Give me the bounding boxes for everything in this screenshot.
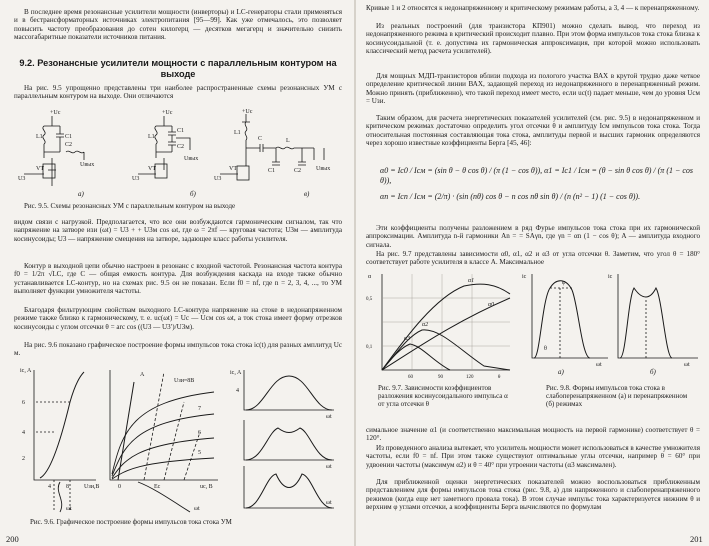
svg-text:Eс: Eс — [154, 484, 161, 490]
circuit-a — [18, 110, 94, 186]
svg-text:φ: φ — [562, 280, 566, 286]
svg-text:Uвых: Uвых — [316, 166, 331, 172]
svg-text:ωt: ωt — [326, 464, 332, 470]
svg-text:4: 4 — [236, 388, 239, 394]
curve-label: α1 — [468, 278, 475, 284]
paragraph: видом связи с нагрузкой. Предполагается, что все они возбуждаются гармоническим сигналом, так что напряжение на затворе изи (ωt) = U3 + + U3м cos ωt, где ω = 2πf — круговая частота; U3м — амплитуда косинусоиды; U3 — напряжение смещения на затворе, задающее класс работы усилителя. — [14, 218, 342, 243]
figure-9-8-caption: Рис. 9.8. Формы импульсов тока стока в слабоперенапряженном (а) и перенапряженном (б) режимах — [546, 384, 688, 408]
svg-text:ωt: ωt — [326, 500, 332, 506]
svg-text:Uзи,В: Uзи,В — [84, 484, 100, 490]
svg-text:θ: θ — [544, 346, 547, 352]
curve-label: α3 — [404, 336, 411, 342]
svg-text:2: 2 — [22, 456, 25, 462]
svg-text:ωt: ωt — [596, 362, 602, 368]
intro-paragraph: В последнее время резонансные усилители мощности (инверторы) и LC-генераторы стали применяться и в бестрансформаторных источниках электропитания [95—99]. Как уже отмечалось, это позволяет повысить частоту преобразования до сотен килогерц — десятков мегагерц и значительно снизить массогабаритные показатели источников питания. — [14, 8, 342, 41]
paragraph: Для мощных МДП-транзисторов вблизи подхода из пологого участка ВАХ в крутой трудно даже четкое определение критической линии ВАХ, задающей переход из недонапряженного в перенапряженный режим. Можно принять (приближенно), что такой переход имеет место, если uс(t) падает меньше, чем до уровня Uсм = Uзи. — [366, 72, 700, 105]
svg-text:ωt: ωt — [66, 506, 72, 512]
svg-text:U3: U3 — [214, 176, 222, 182]
figure-9-8-pulse-shapes — [522, 270, 702, 380]
svg-text:6: 6 — [22, 400, 25, 406]
svg-text:C1: C1 — [268, 168, 276, 174]
svg-text:VT: VT — [229, 166, 237, 172]
paragraph: Из реальных построений (для транзистора КП901) можно сделать вывод, что переход из недонапряженного режима в критический происходит плавно. При этом форма импульсов тока стока близка к косинусоидальной (т. е. допустима их гармоническая аппроксимация, при которой можно использовать классический метод расчета усилителей). — [366, 22, 700, 55]
paragraph: Для приближенной оценки энергетических показателей можно воспользоваться приближенным представлением для формы импульсов тока стока (рис. 9.8, а) для напряженного и слабоперенапряженного режимов (когда еще нет заметного провала тока). В этом случае импульс тока характеризуется нижним θ и верхним φ углами отсечки, а коэффициенты Берга вычисляются по формулам — [366, 478, 700, 511]
fig95-label-a: а) — [78, 190, 84, 198]
svg-text:8: 8 — [66, 484, 69, 490]
section-title: 9.2. Резонансные усилители мощности с параллельным контуром на выходе — [19, 58, 337, 79]
output-characteristics-graph — [110, 370, 218, 512]
figure-9-7-caption: Рис. 9.7. Зависимости коэффициентов разложения косинусоидального импульса α от угла отсечки θ — [378, 384, 508, 408]
paragraph: Контур в выходной цепи обычно настроен в резонанс с входной частотой. Резонансная частота контура f0 = 1/2π √LC, где C — общая емкость контура. Для возбуждения каскада на входе также обычно устанавливается LC-контур, но на схемах рис. 9.5 он не показан. Если f0 = nf, где n = 2, 3, 4, ..., то УМ выполняет функции умножителя частоты. — [14, 262, 342, 295]
svg-text:ωt: ωt — [684, 362, 690, 368]
figure-9-6-caption: Рис. 9.6. Графическое построение формы импульсов тока стока УМ — [30, 518, 232, 526]
fig95-label-b: б) — [190, 190, 196, 198]
svg-text:U3: U3 — [132, 176, 140, 182]
paragraph: Таким образом, для расчета энергетических показателей усилителей (см. рис. 9.5) в недонапряженном и критическом режимах достаточно определить угол отсечки θ и амплитуду Iсм импульсов тока стока. Тогда относительная постоянная составляющая тока стока, амплитуды первой и высших гармоник определяются через хорошо известные коэффициенты Берга [45, 46]: — [366, 114, 700, 147]
fig98-label-b: б) — [650, 368, 656, 376]
svg-text:ic, A: ic, A — [230, 370, 242, 376]
svg-text:C1: C1 — [177, 128, 185, 134]
page-left — [0, 0, 354, 546]
circuit-b — [132, 110, 198, 182]
svg-text:+Uc: +Uc — [242, 109, 253, 115]
svg-text:α: α — [368, 274, 372, 280]
svg-text:+Uc: +Uc — [162, 110, 173, 116]
svg-text:C2: C2 — [294, 168, 302, 174]
svg-text:L: L — [286, 138, 290, 144]
svg-text:VT: VT — [36, 166, 44, 172]
svg-text:uс, В: uс, В — [200, 484, 213, 490]
figure-9-5-caption: Рис. 9.5. Схемы резонансных УМ с параллельным контуром на выходе — [24, 202, 236, 210]
curve-label: α2 — [422, 322, 429, 328]
svg-text:7: 7 — [198, 406, 201, 412]
svg-text:L1: L1 — [36, 134, 43, 140]
paragraph: Благодаря фильтрующим свойствам выходного LC-контура напряжение на стоке в недонапряженном режиме также близко к гармоническому, т. е. uс(ωt) = Uс — Uсм cos ωt, а ток стока имеет форму отрезков косинусоиды с углом отсечки θ = arc cos ((U3 — U3′)/U3м). — [14, 306, 342, 331]
svg-text:L1: L1 — [148, 134, 155, 140]
svg-text:C2: C2 — [65, 142, 73, 148]
page-number: 201 — [690, 534, 703, 544]
svg-text:+Uc: +Uc — [50, 110, 61, 116]
svg-text:C: C — [258, 136, 263, 142]
pulse-shapes-graph — [230, 370, 334, 508]
svg-text:Uвых: Uвых — [80, 162, 95, 168]
svg-text:A: A — [140, 372, 145, 378]
svg-text:ωt: ωt — [194, 506, 200, 512]
svg-text:90: 90 — [438, 375, 443, 380]
svg-text:4: 4 — [22, 430, 25, 436]
svg-text:Uвых: Uвых — [184, 156, 199, 162]
page-number: 200 — [6, 534, 19, 544]
paragraph: На рис. 9.5 упрощенно представлены три наиболее распространенные схемы резонансных УМ с параллельным контуром на выходе. Они отличаются — [14, 84, 342, 101]
svg-text:0,1: 0,1 — [366, 345, 373, 350]
paragraph: Кривые 1 и 2 относятся к недонапряженному и критическому режимам работы, а 3, 4 — к перенапряженному. — [366, 4, 700, 12]
curve-label: α0 — [488, 302, 495, 308]
svg-text:U3: U3 — [18, 176, 26, 182]
fig95-label-v: в) — [304, 190, 310, 198]
svg-text:C2: C2 — [177, 144, 185, 150]
svg-text:0: 0 — [118, 484, 121, 490]
svg-text:θ: θ — [498, 375, 501, 380]
svg-text:120: 120 — [466, 375, 474, 380]
berg-formula-alphan: αn = Iсn / Iсм = (2/π) · (sin (nθ) cos θ − n cos nθ sin θ) / (n (n² − 1) (1 − cos θ)). — [380, 192, 641, 201]
fig98-label-a: а) — [558, 368, 564, 376]
page-right — [356, 0, 709, 546]
svg-text:C1: C1 — [65, 134, 73, 140]
svg-text:ic: ic — [522, 274, 527, 280]
paragraph: Эти коэффициенты получены разложением в ряд Фурье импульсов тока стока при их гармонической аппроксимации. Амплитуда n-й гармоники An = = SAγn, где γn = αn (1 − cos θ); A — амплитуда входного сигнала. — [366, 224, 700, 249]
figure-9-5-circuits — [14, 108, 342, 200]
svg-text:60: 60 — [408, 375, 413, 380]
berg-formula-alpha0-alpha1: α0 = Iс0 / Iсм = (sin θ − θ cos θ) / (π (1 − cos θ)), α1 = Iс1 / Iсм = (θ − sin θ cos θ) / (π (1 − cos θ)), — [380, 166, 694, 185]
circuit-v — [214, 109, 330, 182]
paragraph: симальное значение α1 (и соответственно максимальная мощность на первой гармонике) соответствует θ = 120°. — [366, 426, 700, 443]
svg-text:6: 6 — [198, 430, 201, 436]
transfer-graph — [20, 368, 99, 512]
svg-text:ωt: ωt — [326, 414, 332, 420]
svg-text:4: 4 — [48, 484, 51, 490]
paragraph: На рис. 9.6 показано графическое построение формы импульсов тока стока iс(t) для разных амплитуд Uс м. — [14, 341, 342, 358]
svg-text:L1: L1 — [234, 130, 241, 136]
svg-text:0,5: 0,5 — [366, 297, 373, 302]
paragraph: Из проведенного анализа вытекает, что усилитель мощности может использоваться в качестве умножителя частоты, если f0 = nf. При этом также существуют оптимальные углы отсечки, например θ = 60° при удвоении частоты (максимум α2) и θ = 40° при утроении частоты (α3 максимален). — [366, 444, 700, 469]
svg-text:ic: ic — [608, 274, 613, 280]
svg-text:ic, A: ic, A — [20, 368, 32, 374]
paragraph: На рис. 9.7 представлены зависимости α0, α1, α2 и α3 от угла отсечки θ. Заметим, что угол θ = 180° соответствует работе усилителя в классе А. Максимальное — [366, 250, 700, 267]
svg-text:Uзи=8В: Uзи=8В — [174, 378, 195, 384]
figure-9-6-graphs — [14, 362, 342, 514]
figure-9-7-berg-coefficients — [364, 270, 514, 380]
svg-text:VT: VT — [148, 166, 156, 172]
svg-text:5: 5 — [198, 450, 201, 456]
